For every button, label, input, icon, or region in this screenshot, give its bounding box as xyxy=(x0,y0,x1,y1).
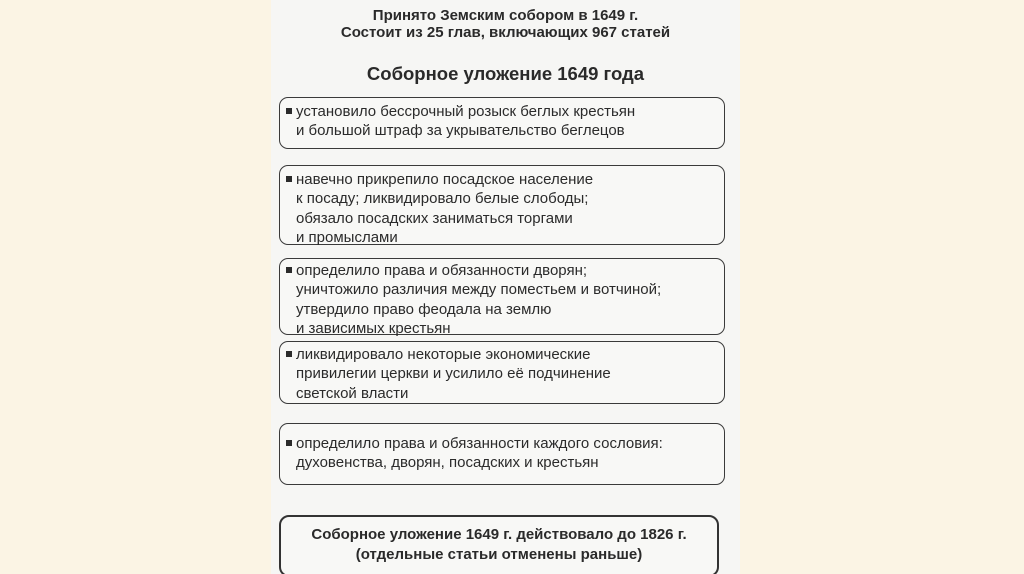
provision-text: установило бессрочный розыск беглых крестьян и большой штраф за укрывательство беглецов xyxy=(286,102,635,141)
bullet-icon xyxy=(286,108,292,114)
document-sheet xyxy=(271,0,740,574)
provision-text: ликвидировало некоторые экономические привилегии церкви и усилило её подчинение светской власти xyxy=(286,345,611,403)
bullet-icon xyxy=(286,267,292,273)
validity-note-box xyxy=(279,515,719,574)
provision-box xyxy=(279,258,725,335)
document-title: Соборное уложение 1649 года xyxy=(366,63,645,84)
provision-box xyxy=(279,97,725,149)
validity-note: Соборное уложение 1649 г. действовало до 1826 г. (отдельные статьи отменены раньше) xyxy=(311,526,687,563)
structure-note: Состоит из 25 глав, включающих 967 статей xyxy=(340,24,671,41)
provision-box xyxy=(279,423,725,485)
provision-text: определило права и обязанности каждого сословия: духовенства, дворян, посадских и крестьян xyxy=(286,434,663,473)
bullet-icon xyxy=(286,176,292,182)
provision-text: определило права и обязанности дворян; уничтожило различия между поместьем и вотчиной; утвердило право феодала на землю и зависимых крестьян xyxy=(286,261,661,338)
adoption-note: Принято Земским собором в 1649 г. xyxy=(372,7,639,24)
provision-box xyxy=(279,165,725,245)
provision-box xyxy=(279,341,725,404)
provision-text: навечно прикрепило посадское население к посаду; ликвидировало белые слободы; обязало посадских заниматься торгами и промыслами xyxy=(286,170,593,247)
bullet-icon xyxy=(286,440,292,446)
bullet-icon xyxy=(286,351,292,357)
